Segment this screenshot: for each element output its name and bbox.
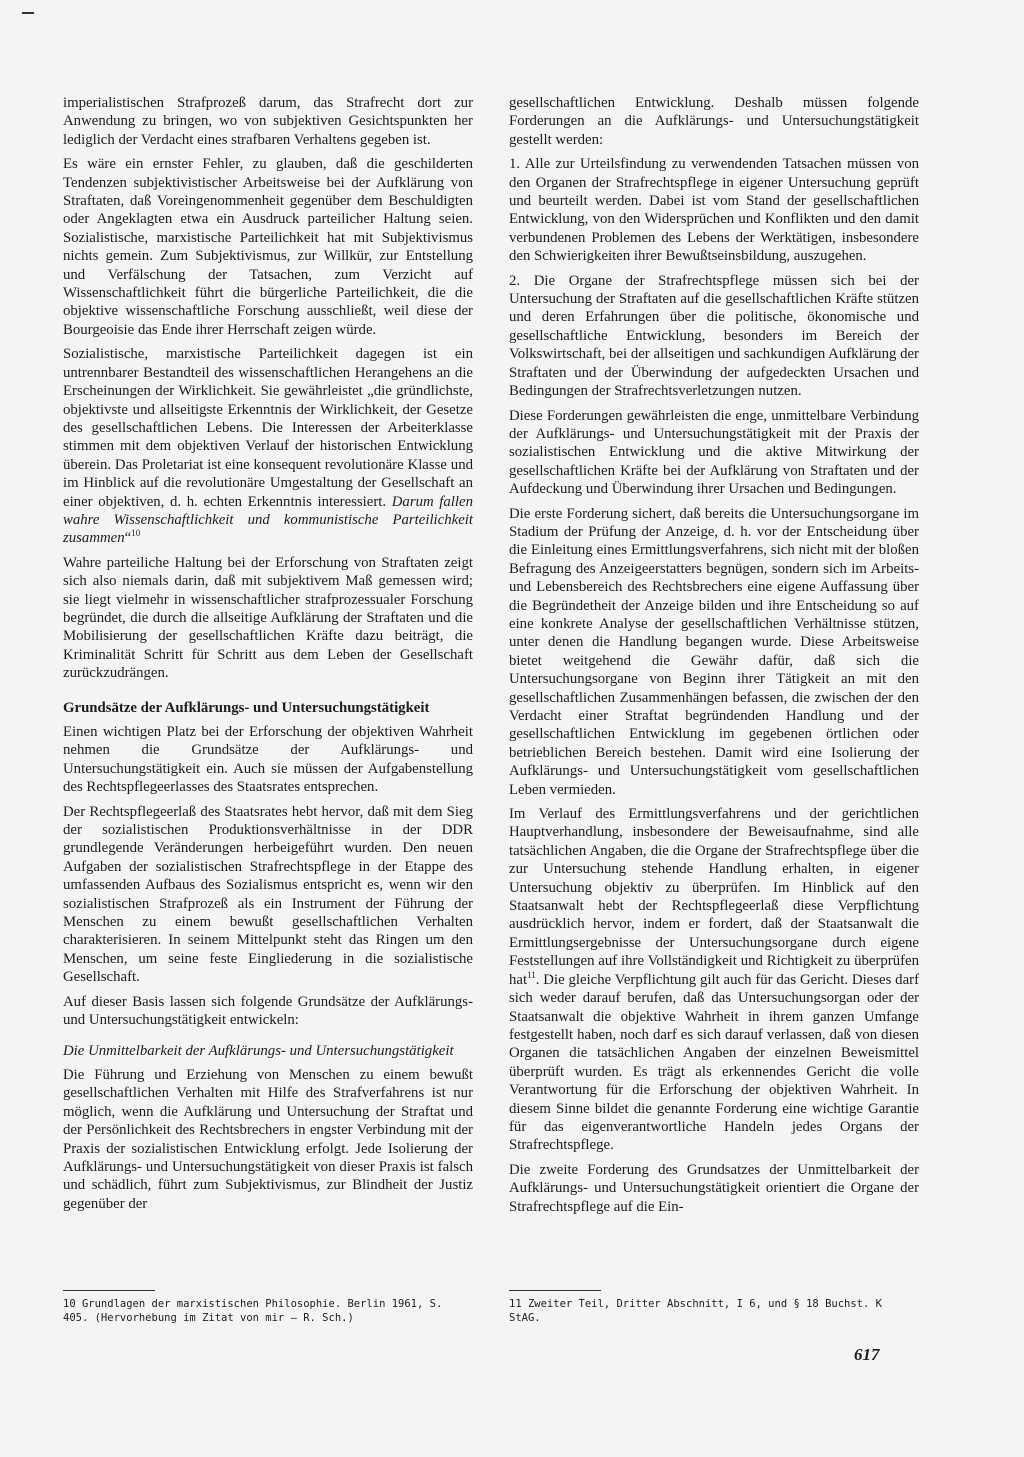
footnote-rule	[63, 1290, 155, 1291]
paragraph	[63, 345, 473, 547]
paragraph: Auf dieser Basis lassen sich folgende Grundsätze der Aufklärungs- und Untersuchungstätigkeit entwickeln:	[63, 993, 473, 1029]
paragraph: Die Führung und Erziehung von Menschen zu einem bewußt gesellschaftlichen Verhalten mit Hilfe des Strafverfahrens ist nur möglich, wenn die Aufklärung und Untersuchung der Straftat und der Persönlichkeit des Rechtsbrechers in engster Verbindung mit der Praxis der sozialistischen Entwicklung erfolgt. Jede Isolierung der Aufklärungs- und Untersuchungstätigkeit von dieser Praxis ist falsch und schädlich, führt zum Subjektivismus, zur Blindheit der Justiz gegenüber der	[63, 1066, 473, 1212]
quote-close: “	[124, 530, 132, 547]
paragraph: Der Rechtspflegeerlaß des Staatsrates hebt hervor, daß mit dem Sieg der sozialistischen Produktionsverhältnisse in der DDR grundlegende Veränderungen herbeigeführt wurden. Den neuen Aufgaben der sozialistischen Strafrechtspflege in der Etappe des umfassenden Aufbaus des Sozialismus entspricht es, wenn wir den sozialistischen Strafprozeß als ein Instrument der Führung der Menschen zu einem bewußt gesellschaftlichen Verhalten charakterisieren. In seinem Mittelpunkt steht das Ringen um den Menschen, um seine feste Eingliederung in die sozialistische Gesellschaft.	[63, 803, 473, 986]
paragraph: Die erste Forderung sichert, daß bereits die Untersuchungsorgane im Stadium der Prüfung der Anzeige, d. h. vor der Entscheidung über die Einleitung eines Ermittlungsverfahrens, sich nicht mit der bloßen Befragung des Anzeigeerstatters begnügen, sondern sich im Arbeits- und Lebensbereich des Rechtsbrechers eine eigene Auffassung über die Begründetheit der Anzeige bilden und ihre Entscheidung so auf eine konkrete Analyse der gesellschaftlichen Verhältnisse stützen, unter denen die Handlung begangen wurde. Diese Arbeitsweise bietet weitgehend die Gewähr dafür, daß sich die Untersuchungsorgane von Beginn ihrer Tätigkeit an mit den gesellschaftlichen Zusammenhängen befassen, die zwischen der den Verdacht einer Straftat begründenden Handlung und der gesellschaftlichen Entwicklung im gegebenen örtlichen oder betrieblichen Bereich bestehen. Damit wird eine Isolierung der Aufklärungs- und Untersuchungstätigkeit vom gesellschaftlichen Leben vermieden.	[509, 505, 919, 798]
right-column	[509, 94, 919, 1222]
page-number: 617	[854, 1345, 880, 1364]
section-heading: Grundsätze der Aufklärungs- und Untersuchungstätigkeit	[63, 699, 430, 716]
paragraph: 1. Alle zur Urteilsfindung zu verwendenden Tatsachen müssen von den Organen der Strafrechtspflege in eigener Untersuchung geprüft und beurteilt werden. Dabei ist vom Stand der gesellschaftlichen Entwicklung, von den Widersprüchen und Konflikten und den damit verbundenen Problemen des Lebens der Werktätigen, insbesondere den Schwierigkeiten ihrer Bewußtseinsbildung, auszugehen.	[509, 156, 919, 265]
paragraph-text: Im Verlauf des Ermittlungsverfahrens und der gerichtlichen Hauptverhandlung, insbesondere der Beweisaufnahme, sind alle tatsächlichen Angaben, die die Organe der Strafrechtspflege über die zur Untersuchung stehende Handlung erhalten, in eigener Untersuchung objektiv zu überprüfen. Im Hinblick auf den Staatsanwalt hebt der Rechtspflegeerlaß diese Verpflichtung ausdrücklich hervor, indem er fordert, daß der Staatsanwalt die Ermittlungsergebnisse der Untersuchungsorgane durch eigene Feststellungen auf ihre Vollständigkeit und Richtigkeit zu überprüfen hat	[509, 806, 919, 988]
footnote-ref: 10	[131, 528, 141, 539]
corner-mark	[22, 12, 34, 14]
paragraph-text: . Die gleiche Verpflichtung gilt auch für das Gericht. Dieses darf sich weder darauf berufen, daß das Untersuchungsorgan oder der Staatsanwalt die objektive Wahrheit in ihrem ganzen Umfange festgestellt haben, noch darf es sich darauf verlassen, daß von diesen Organen die tatsächlichen Angaben der einzelnen Beweismittel überprüft wurden. Es trägt als erkennendes Gericht die volle Verantwortung für die Erforschung der objektiven Wahrheit. In diesem Sinne bildet die genannte Forderung eine wichtige Garantie für das eigenverantwortliche Handeln jedes Organs der Strafrechtspflege.	[509, 971, 919, 1154]
paragraph: imperialistischen Strafprozeß darum, das Strafrecht dort zur Anwendung zu bringen, wo von subjektiven Gesichtspunkten her lediglich der Verdacht eines strafbaren Verhaltens gegeben ist.	[63, 95, 473, 148]
emphasized-quote: Darum fallen wahre Wissenschaftlichkeit und kommunistische Parteilichkeit zusammen	[63, 493, 473, 547]
paragraph-text: Sozialistische, marxistische Parteilichkeit dagegen ist ein untrennbarer Bestandteil des wissenschaftlichen Herangehens an die Erscheinungen der Wirklichkeit. Sie gewährleistet „die gründlichste, objektivste und allseitigste Erkenntnis der Wirklichkeit, der Gesetze des gesellschaftlichen Lebens. Die Interessen der Arbeiterklasse stimmen mit dem objektiven Verlauf der historischen Entwicklung überein. Das Proletariat ist eine konsequent revolutionäre Klasse und im Hinblick auf die revolutionäre Umgestaltung der Gesellschaft an einer objektiven, d. h. echten Erkenntnis interessiert.	[63, 346, 473, 510]
paragraph: 2. Die Organe der Strafrechtspflege müssen sich bei der Untersuchung der Straftaten auf die gesellschaftlichen Kräfte stützen und deren Erfahrungen über die politische, ökonomische und gesellschaftliche Entwicklung, besonders im Bereich der Volkswirtschaft, bei der allseitigen und sachkundigen Aufklärung der Straftaten und der Überwindung der aufgedeckten Ursachen und Bedingungen der Strafrechtsverletzungen nutzen.	[509, 272, 919, 400]
paragraph	[509, 805, 919, 1155]
footnote: 10 Grundlagen der marxistischen Philosophie. Berlin 1961, S. 405. (Hervorhebung im Zitat von mir – R. Sch.)	[63, 1298, 443, 1324]
footnote-ref: 11	[527, 969, 536, 980]
paragraph: gesellschaftlichen Entwicklung. Deshalb müssen folgende Forderungen an die Aufklärungs- und Untersuchungstätigkeit gestellt werden:	[509, 95, 919, 148]
paragraph: Es wäre ein ernster Fehler, zu glauben, daß die geschilderten Tendenzen subjektivistischer Arbeitsweise bei der Aufklärung von Straftaten, daß Voreingenommenheit gegenüber dem Beschuldigten oder Angeklagten etwa ein Ausdruck parteilicher Haltung seien. Sozialistische, marxistische Parteilichkeit hat mit Subjektivismus nichts gemein. Zum Subjektivismus, zur Willkür, zur Entstellung und Verfälschung der Tatsachen, zum Verzicht auf Wissenschaftlichkeit führt die bürgerliche Parteilichkeit, die die objektive wissenschaftliche Forschung ausschließt, weil diese der Bourgeoisie das Ende ihrer Herrschaft zeigen würde.	[63, 156, 473, 338]
subsection-heading: Die Unmittelbarkeit der Aufklärungs- und Untersuchungstätigkeit	[63, 1042, 454, 1059]
paragraph: Diese Forderungen gewährleisten die enge, unmittelbare Verbindung der Aufklärungs- und Untersuchungstätigkeit mit der Praxis der sozialistischen Entwicklung und die aktive Mitwirkung der gesellschaftlichen Kräfte bei der Aufklärung von Straftaten und der Aufdeckung und Überwindung ihrer Ursachen und Bedingungen.	[509, 407, 919, 498]
footnote: 11 Zweiter Teil, Dritter Abschnitt, I 6, und § 18 Buchst. K StAG.	[509, 1298, 882, 1324]
paragraph: Einen wichtigen Platz bei der Erforschung der objektiven Wahrheit nehmen die Grundsätze der Aufklärungs- und Untersuchungstätigkeit ein. Auch sie müssen der Aufgabenstellung des Rechtspflegeerlasses des Staatsrates entsprechen.	[63, 724, 473, 796]
paragraph: Die zweite Forderung des Grundsatzes der Unmittelbarkeit der Aufklärungs- und Untersuchungstätigkeit orientiert die Organe der Strafrechtspflege auf die Ein-	[509, 1161, 919, 1215]
paragraph: Wahre parteiliche Haltung bei der Erforschung von Straftaten zeigt sich also niemals darin, daß mit subjektivem Maß gemessen wird; sie liegt vielmehr in wissenschaftlicher strafprozessualer Forschung begründet, die durch die allseitige Aufklärung der Straftaten und die Mobilisierung der gesellschaftlichen Kräfte dazu beiträgt, die Kriminalität Schritt für Schritt aus dem Leben der Gesellschaft zurückzudrängen.	[63, 554, 473, 682]
left-column	[63, 94, 473, 1219]
footnote-rule	[509, 1290, 601, 1291]
